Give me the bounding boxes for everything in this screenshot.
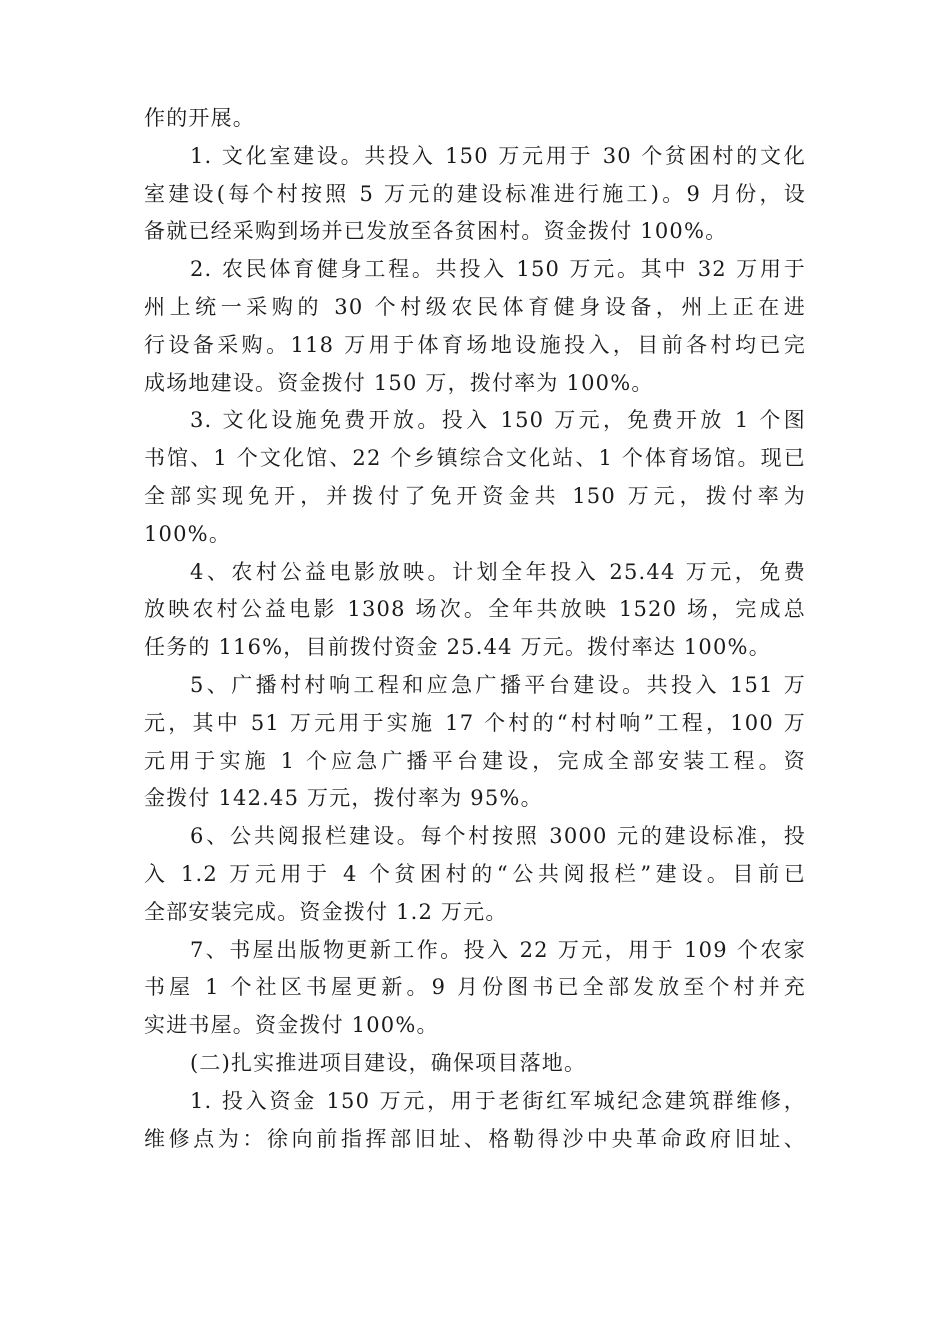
text-line: 全部实现免开，并拨付了免开资金共 150 万元，拨付率为 xyxy=(144,483,806,508)
text-line: 1. 投入资金 150 万元，用于老街红军城纪念建筑群维修， xyxy=(190,1088,806,1113)
document-page xyxy=(144,100,806,1158)
text-line: 金拨付 142.45 万元，拨付率为 95%。 xyxy=(144,786,543,811)
text-line: 作的开展。 xyxy=(144,106,255,130)
text-line: 3. 文化设施免费开放。投入 150 万元，免费开放 1 个图 xyxy=(190,408,806,433)
text-line: 元，其中 51 万元用于实施 17 个村的“村村响”工程，100 万 xyxy=(144,710,806,735)
text-line: 州上统一采购的 30 个村级农民体育健身设备，州上正在进 xyxy=(144,294,806,319)
text-line: 维修点为：徐向前指挥部旧址、格勒得沙中央革命政府旧址、 xyxy=(144,1126,806,1151)
text-line: 1. 文化室建设。共投入 150 万元用于 30 个贫困村的文化 xyxy=(190,143,806,168)
text-line: 全部安装完成。资金拨付 1.2 万元。 xyxy=(144,899,508,924)
text-line: 4、农村公益电影放映。计划全年投入 25.44 万元，免费 xyxy=(190,559,806,584)
text-line: 书馆、1 个文化馆、22 个乡镇综合文化站、1 个体育场馆。现已 xyxy=(144,446,806,471)
text-line: 放映农村公益电影 1308 场次。全年共放映 1520 场，完成总 xyxy=(144,597,806,622)
text-line: 成场地建设。资金拨付 150 万，拨付率为 100%。 xyxy=(144,370,654,395)
text-line: 6、公共阅报栏建设。每个村按照 3000 元的建设标准，投 xyxy=(190,824,806,849)
text-line: 书屋 1 个社区书屋更新。9 月份图书已全部发放至个村并充 xyxy=(144,975,806,1000)
text-line: 元用于实施 1 个应急广播平台建设，完成全部安装工程。资 xyxy=(144,748,806,773)
text-line: 入 1.2 万元用于 4 个贫困村的“公共阅报栏”建设。目前已 xyxy=(144,861,806,886)
text-line: 任务的 116%，目前拨付资金 25.44 万元。拨付率达 100%。 xyxy=(144,635,771,660)
text-line: 实进书屋。资金拨付 100%。 xyxy=(144,1013,439,1038)
text-line: 5、广播村村响工程和应急广播平台建设。共投入 151 万 xyxy=(190,672,806,697)
text-line: 备就已经采购到场并已发放至各贫困村。资金拨付 100%。 xyxy=(144,219,728,244)
text-line: 室建设(每个村按照 5 万元的建设标准进行施工)。9 月份，设 xyxy=(144,181,806,206)
section-heading: (二)扎实推进项目建设，确保项目落地。 xyxy=(190,1050,587,1075)
text-line: 7、书屋出版物更新工作。投入 22 万元，用于 109 个农家 xyxy=(190,937,806,962)
text-line: 行设备采购。118 万用于体育场地设施投入，目前各村均已完 xyxy=(144,332,806,357)
text-line: 2. 农民体育健身工程。共投入 150 万元。其中 32 万用于 xyxy=(190,257,806,282)
text-line: 100%。 xyxy=(144,521,232,546)
